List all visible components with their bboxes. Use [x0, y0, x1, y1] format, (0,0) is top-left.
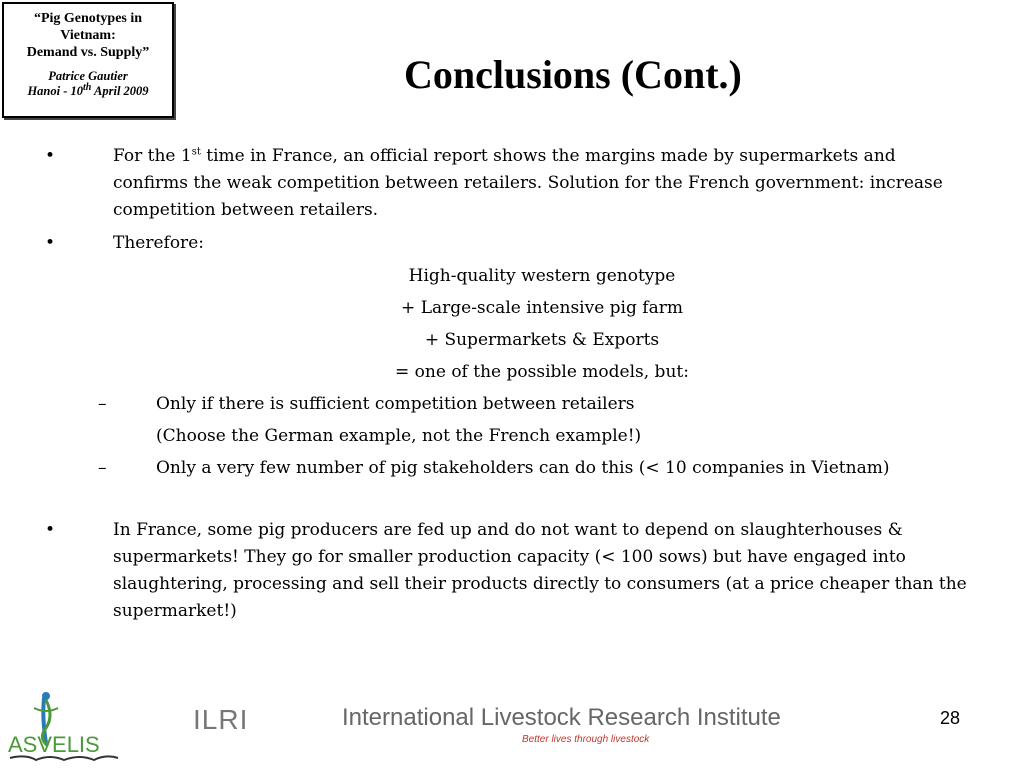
ilri-tagline: Better lives through livestock: [522, 734, 650, 745]
info-place-date: Hanoi - 10th April 2009: [27, 81, 149, 98]
presentation-info-box: [2, 2, 174, 118]
model-line: = one of the possible models, but:: [395, 362, 689, 382]
dash-mark: –: [98, 394, 107, 414]
info-title-line2: Vietnam:: [60, 28, 116, 43]
model-line: High-quality western genotype: [408, 266, 676, 286]
model-line: + Large-scale intensive pig farm: [401, 298, 683, 318]
bullet-item: • Therefore:: [113, 230, 973, 257]
ilri-full-name: International Livestock Research Institute: [342, 704, 781, 731]
sub-bullet-continuation: (Choose the German example, not the French example!): [156, 426, 642, 446]
dash-mark: –: [98, 458, 107, 478]
slide-title: Conclusions (Cont.): [404, 52, 742, 97]
slide-body: [0, 143, 1024, 631]
asvelis-logo-icon: [6, 688, 124, 766]
bullet-item: • For the 1st time in France, an official report shows the margins made by supermarkets and confirms the weak competition between retailers. Solution for the French government: increase competition between retailers.: [113, 143, 973, 224]
bullet-mark: •: [45, 233, 56, 253]
model-line: + Supermarkets & Exports: [424, 330, 660, 350]
info-title-line3: Demand vs. Supply”: [26, 45, 150, 60]
asvelis-logo-text: ASVELIS: [8, 732, 100, 757]
bullet-item: • In France, some pig producers are fed up and do not want to depend on slaughterhouses & supermarkets! They go for smaller production capacity (< 100 sows) but have engaged into slaughtering, processing and sell their products directly to consumers (at a price cheaper than the supermarket!): [113, 517, 973, 625]
info-title-line1: “Pig Genotypes in: [33, 11, 143, 26]
page-number: 28: [940, 708, 961, 728]
bullet-mark: •: [45, 146, 56, 166]
asvelis-logo: [6, 688, 124, 766]
ilri-logo: ILRI: [193, 704, 249, 735]
info-author: Patrice Gautier: [48, 69, 128, 83]
sub-bullet-item: – Only if there is sufficient competition between retailers: [156, 391, 956, 418]
sub-bullet-item: – Only a very few number of pig stakeholders can do this (< 10 companies in Vietnam): [156, 455, 956, 482]
bullet-mark: •: [45, 520, 56, 540]
